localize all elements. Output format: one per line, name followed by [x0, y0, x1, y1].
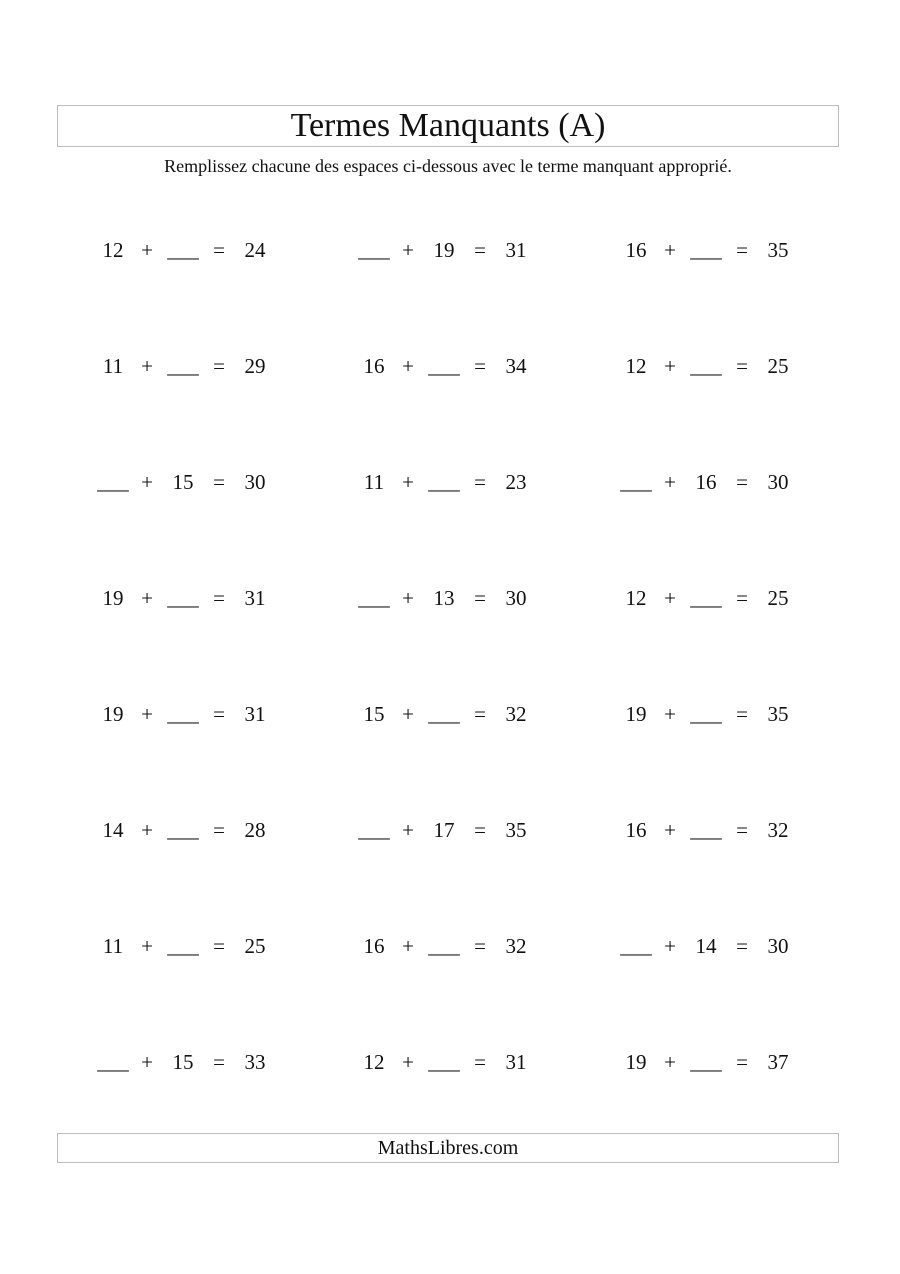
second-term: ___: [690, 586, 722, 610]
second-term: 13: [433, 586, 455, 610]
second-term: 15: [172, 470, 194, 494]
equals-sign: =: [474, 934, 486, 958]
plus-sign: +: [141, 934, 153, 958]
first-term: 16: [625, 818, 647, 842]
second-term: 17: [433, 818, 455, 842]
second-term: ___: [167, 818, 199, 842]
sum-term: 34: [505, 354, 527, 378]
first-term: 19: [625, 702, 647, 726]
first-term: ___: [358, 238, 390, 262]
equals-sign: =: [474, 238, 486, 262]
plus-sign: +: [664, 818, 676, 842]
problem-row: [0, 815, 900, 845]
first-term: 11: [102, 934, 124, 958]
instructions: Remplissez chacune des espaces ci-dessous avec le terme manquant approprié.: [164, 156, 732, 176]
footer: [57, 1133, 839, 1163]
sum-term: 35: [767, 702, 789, 726]
problem-row: [0, 467, 900, 497]
equals-sign: =: [213, 818, 225, 842]
first-term: 11: [102, 354, 124, 378]
first-term: 14: [102, 818, 124, 842]
second-term: ___: [167, 238, 199, 262]
first-term: 16: [363, 934, 385, 958]
sum-term: 23: [505, 470, 527, 494]
second-term: 14: [695, 934, 717, 958]
first-term: 19: [102, 702, 124, 726]
first-term: 15: [363, 702, 385, 726]
sum-term: 31: [244, 702, 266, 726]
second-term: ___: [690, 354, 722, 378]
first-term: 16: [363, 354, 385, 378]
equals-sign: =: [474, 818, 486, 842]
plus-sign: +: [402, 354, 414, 378]
second-term: ___: [690, 1050, 722, 1074]
sum-term: 37: [767, 1050, 789, 1074]
plus-sign: +: [664, 238, 676, 262]
plus-sign: +: [664, 470, 676, 494]
sum-term: 33: [244, 1050, 266, 1074]
equals-sign: =: [736, 586, 748, 610]
first-term: ___: [620, 934, 652, 958]
sum-term: 29: [244, 354, 266, 378]
first-term: ___: [620, 470, 652, 494]
problem-row: [0, 351, 900, 381]
sum-term: 32: [505, 702, 527, 726]
first-term: 12: [363, 1050, 385, 1074]
first-term: ___: [358, 818, 390, 842]
sum-term: 28: [244, 818, 266, 842]
plus-sign: +: [141, 470, 153, 494]
sum-term: 31: [505, 238, 527, 262]
first-term: 16: [625, 238, 647, 262]
problem-row: [0, 1047, 900, 1077]
equals-sign: =: [474, 702, 486, 726]
second-term: 15: [172, 1050, 194, 1074]
first-term: 12: [625, 586, 647, 610]
equals-sign: =: [213, 354, 225, 378]
sum-term: 31: [244, 586, 266, 610]
plus-sign: +: [664, 1050, 676, 1074]
equals-sign: =: [736, 354, 748, 378]
sum-term: 30: [505, 586, 527, 610]
problem-row: [0, 931, 900, 961]
sum-term: 30: [244, 470, 266, 494]
plus-sign: +: [402, 702, 414, 726]
plus-sign: +: [402, 238, 414, 262]
sum-term: 30: [767, 470, 789, 494]
equals-sign: =: [213, 238, 225, 262]
equals-sign: =: [736, 1050, 748, 1074]
plus-sign: +: [402, 586, 414, 610]
first-term: ___: [97, 1050, 129, 1074]
plus-sign: +: [664, 354, 676, 378]
equals-sign: =: [474, 470, 486, 494]
equals-sign: =: [736, 470, 748, 494]
equals-sign: =: [213, 470, 225, 494]
first-term: 12: [102, 238, 124, 262]
plus-sign: +: [141, 818, 153, 842]
sum-term: 25: [244, 934, 266, 958]
sum-term: 31: [505, 1050, 527, 1074]
plus-sign: +: [664, 702, 676, 726]
first-term: ___: [97, 470, 129, 494]
equals-sign: =: [213, 934, 225, 958]
second-term: ___: [428, 1050, 460, 1074]
plus-sign: +: [141, 702, 153, 726]
sum-term: 32: [767, 818, 789, 842]
plus-sign: +: [141, 586, 153, 610]
second-term: ___: [690, 238, 722, 262]
plus-sign: +: [402, 1050, 414, 1074]
problem-row: [0, 235, 900, 265]
plus-sign: +: [664, 934, 676, 958]
first-term: 11: [363, 470, 385, 494]
sum-term: 35: [505, 818, 527, 842]
second-term: ___: [690, 818, 722, 842]
plus-sign: +: [141, 238, 153, 262]
sum-term: 24: [244, 238, 266, 262]
plus-sign: +: [402, 934, 414, 958]
second-term: ___: [428, 702, 460, 726]
worksheet-title: Termes Manquants (A): [290, 107, 606, 144]
plus-sign: +: [402, 818, 414, 842]
second-term: ___: [428, 934, 460, 958]
second-term: 19: [433, 238, 455, 262]
equals-sign: =: [213, 586, 225, 610]
equals-sign: =: [736, 702, 748, 726]
second-term: ___: [690, 702, 722, 726]
sum-term: 25: [767, 354, 789, 378]
equals-sign: =: [213, 702, 225, 726]
first-term: ___: [358, 586, 390, 610]
second-term: ___: [167, 354, 199, 378]
second-term: ___: [428, 470, 460, 494]
equals-sign: =: [474, 1050, 486, 1074]
second-term: 16: [695, 470, 717, 494]
second-term: ___: [167, 586, 199, 610]
sum-term: 35: [767, 238, 789, 262]
sum-term: 30: [767, 934, 789, 958]
sum-term: 32: [505, 934, 527, 958]
equals-sign: =: [474, 586, 486, 610]
equals-sign: =: [736, 818, 748, 842]
sum-term: 25: [767, 586, 789, 610]
second-term: ___: [167, 934, 199, 958]
plus-sign: +: [141, 1050, 153, 1074]
plus-sign: +: [141, 354, 153, 378]
first-term: 19: [102, 586, 124, 610]
first-term: 19: [625, 1050, 647, 1074]
problem-row: [0, 583, 900, 613]
first-term: 12: [625, 354, 647, 378]
problem-row: [0, 699, 900, 729]
plus-sign: +: [402, 470, 414, 494]
plus-sign: +: [664, 586, 676, 610]
equals-sign: =: [213, 1050, 225, 1074]
equals-sign: =: [736, 238, 748, 262]
equals-sign: =: [736, 934, 748, 958]
footer-site: MathsLibres.com: [377, 1136, 519, 1159]
second-term: ___: [167, 702, 199, 726]
equals-sign: =: [474, 354, 486, 378]
second-term: ___: [428, 354, 460, 378]
